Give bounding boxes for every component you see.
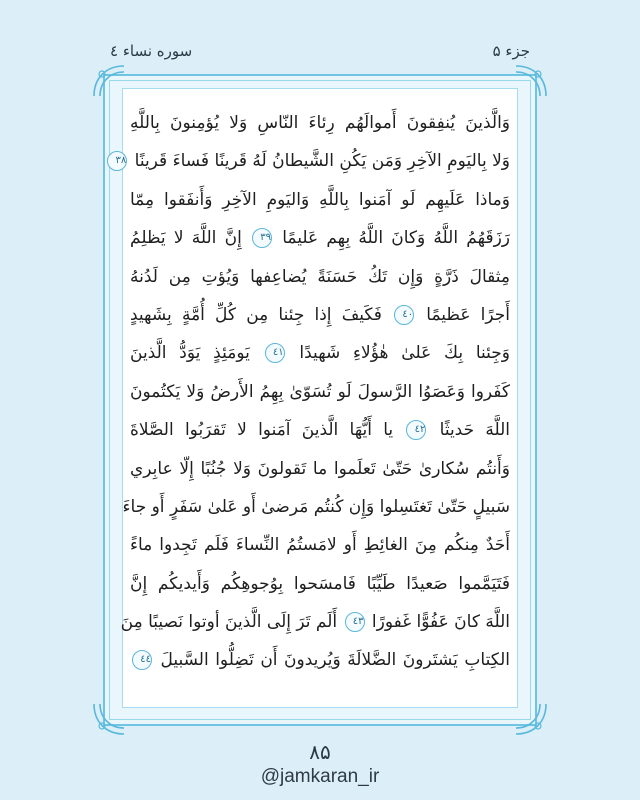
text-line bbox=[130, 526, 510, 564]
ayah-number-marker: ٤٤ bbox=[132, 650, 152, 670]
verse-text-segment: وَجِئنا بِكَ عَلىٰ هٰؤُلاءِ شَهيدًا bbox=[286, 343, 511, 364]
verse-text-segment: مِثقالَ ذَرَّةٍ وَإِن تَكُ حَسَنَةً يُضاعِفها وَيُؤتِ مِن لَدُنهُ bbox=[130, 266, 510, 287]
text-line bbox=[115, 142, 510, 180]
text-line bbox=[130, 373, 510, 411]
verse-text-segment: وَالَّذينَ يُنفِقونَ أَموالَهُم رِئاءَ النّاسِ وَلا يُؤمِنونَ بِاللَّهِ bbox=[130, 113, 510, 133]
verse-text-segment: رَزَقَهُمُ اللَّهُ وَكانَ اللَّهُ بِهِم عَليمًا bbox=[274, 228, 510, 249]
corner-ornament-icon bbox=[514, 64, 548, 98]
ayah-number-marker: ٤٠ bbox=[394, 305, 414, 325]
corner-ornament-icon bbox=[514, 702, 548, 736]
verse-text-segment: سَبيلٍ حَتّىٰ تَغتَسِلوا وَإِن كُنتُم مَرضىٰ أَو عَلىٰ سَفَرٍ أَو جاءَ bbox=[122, 496, 510, 517]
watermark: @jamkaran_ir bbox=[260, 766, 380, 787]
text-line bbox=[130, 296, 510, 334]
verse-text-segment: أَلَم تَرَ إِلَى الَّذينَ أوتوا نَصيبًا مِنَ bbox=[120, 612, 343, 633]
verse-text-segment: اللَّهَ كانَ عَفُوًّا غَفورًا bbox=[366, 612, 510, 633]
verse-text-segment: إِنَّ اللَّهَ لا يَظلِمُ bbox=[130, 228, 250, 249]
verse-text-segment: وَماذا عَلَيهِم لَو آمَنوا بِاللَّهِ وَاليَومِ الآخِرِ وَأَنفَقوا مِمّا bbox=[130, 189, 510, 210]
text-line bbox=[130, 641, 510, 679]
juz-label: جزء ۵ bbox=[492, 42, 530, 60]
verse-text-segment: فَتَيَمَّموا صَعيدًا طَيِّبًا فَامسَحوا بِوُجوهِكُم وَأَيديكُم إِنَّ bbox=[130, 573, 510, 594]
text-line bbox=[130, 334, 510, 372]
text-line bbox=[130, 219, 510, 257]
text-line bbox=[122, 488, 510, 526]
verse-text-segment: أَجرًا عَظيمًا bbox=[416, 304, 510, 325]
verse-text-segment: يَومَئِذٍ يَوَدُّ الَّذينَ bbox=[130, 343, 263, 364]
text-line bbox=[130, 450, 510, 488]
verse-text-segment: فَكَيفَ إِذا جِئنا مِن كُلِّ أُمَّةٍ بِشَهيدٍ bbox=[130, 304, 393, 325]
verse-text-segment: اللَّهَ حَديثًا bbox=[428, 420, 510, 441]
text-line bbox=[130, 565, 510, 603]
quran-text bbox=[115, 104, 511, 680]
verse-text-segment: كَفَروا وَعَصَوُا الرَّسولَ لَو تُسَوّىٰ بِهِمُ الأَرضُ وَلا يَكتُمونَ bbox=[130, 381, 510, 402]
text-line bbox=[120, 603, 510, 641]
ayah-number-marker: ٣٩ bbox=[252, 228, 272, 248]
text-line bbox=[130, 104, 510, 142]
ayah-number-marker: ٤٢ bbox=[406, 420, 426, 440]
ayah-number-marker: ٤١ bbox=[265, 343, 285, 363]
corner-ornament-icon bbox=[92, 702, 126, 736]
text-line bbox=[130, 181, 510, 219]
corner-ornament-icon bbox=[92, 64, 126, 98]
verse-text-segment: وَلا بِاليَومِ الآخِرِ وَمَن يَكُنِ الشَّيطانُ لَهُ قَرينًا فَساءَ قَرينًا bbox=[129, 151, 510, 172]
surah-label: سوره نساء ٤ bbox=[110, 42, 193, 60]
text-line bbox=[130, 258, 510, 296]
ayah-number-marker: ٣٨ bbox=[107, 151, 127, 171]
page-number: ۸۵ bbox=[309, 740, 331, 764]
text-line bbox=[130, 411, 510, 449]
verse-text-segment: الكِتابِ يَشتَرونَ الضَّلالَةَ وَيُريدونَ أَن تَضِلُّوا السَّبيلَ bbox=[154, 650, 510, 671]
verse-text-segment: أَحَدٌ مِنكُم مِنَ الغائِطِ أَو لامَستُمُ النِّساءَ فَلَم تَجِدوا ماءً bbox=[130, 535, 510, 556]
verse-text-segment: يا أَيُّهَا الَّذينَ آمَنوا لا تَقرَبُوا الصَّلاةَ bbox=[130, 420, 405, 441]
verse-text-segment: وَأَنتُم سُكارىٰ حَتّىٰ تَعلَموا ما تَقولونَ وَلا جُنُبًا إِلّا عابِري bbox=[130, 458, 510, 479]
ayah-number-marker: ٤٣ bbox=[345, 612, 365, 632]
